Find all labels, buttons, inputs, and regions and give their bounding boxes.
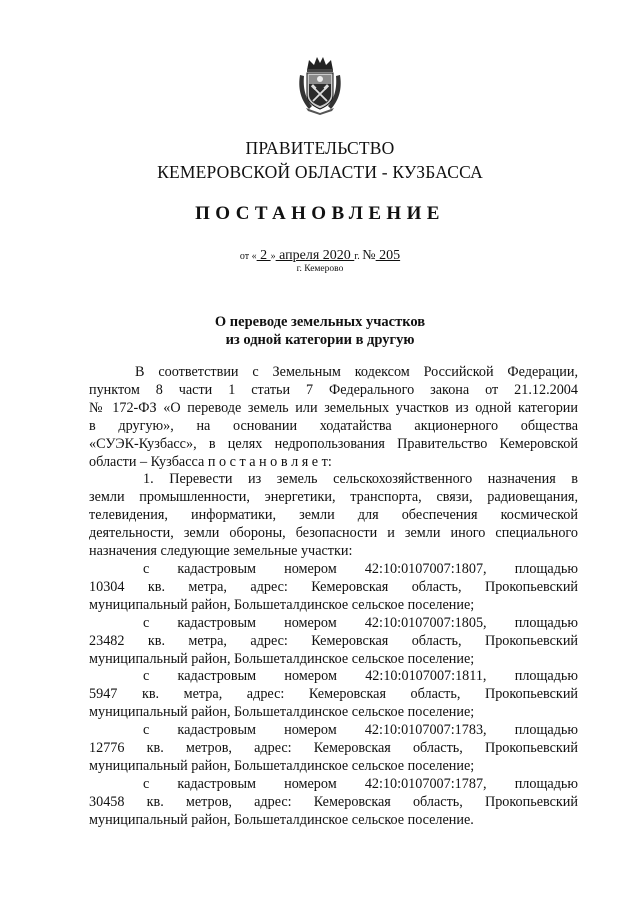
body-line: в другую», на основании ходатайства акционерного общества: [89, 417, 578, 434]
parcel-line: муниципальный район, Большеталдинское сельское поселение.: [89, 811, 474, 828]
item1-line: деятельности, земли обороны, безопасности и земли иного специального: [89, 525, 578, 542]
decree-body: [89, 364, 578, 830]
date-prefix: от «: [239, 251, 257, 262]
parcel-line: с кадастровым номером 42:10:0107007:1783, площадью: [143, 722, 578, 739]
date-year-suffix: г.: [354, 251, 363, 262]
decree-number: 205: [375, 248, 401, 263]
decree-title-line1: О переводе земельных участков: [214, 314, 426, 330]
date-day: 2: [256, 248, 271, 263]
document-type: ПОСТАНОВЛЕНИЕ: [195, 203, 445, 224]
date-month-year: апреля 2020: [275, 248, 355, 263]
parcel-line: с кадастровым номером 42:10:0107007:1807, площадью: [143, 560, 578, 577]
parcel-line: 23482 кв. метра, адрес: Кемеровская область, Прокопьевский: [89, 632, 578, 649]
parcel-line: 30458 кв. метров, адрес: Кемеровская область, Прокопьевский: [89, 793, 578, 810]
parcel-line: муниципальный район, Большеталдинское сельское поселение;: [89, 596, 475, 613]
body-line: пунктом 8 части 1 статьи 7 Федерального закона от 21.12.2004: [89, 381, 578, 398]
government-name-line2: КЕМЕРОВСКОЙ ОБЛАСТИ - КУЗБАССА: [157, 162, 483, 182]
parcel-line: с кадастровым номером 42:10:0107007:1787, площадью: [143, 775, 578, 792]
parcel-line: 10304 кв. метра, адрес: Кемеровская область, Прокопьевский: [89, 578, 578, 595]
body-line: В соответствии с Земельным кодексом Российской Федерации,: [135, 364, 578, 380]
parcel-line: муниципальный район, Большеталдинское сельское поселение;: [89, 757, 475, 774]
body-line: № 172-ФЗ «О переводе земель или земельных участков из одной категории: [89, 399, 578, 416]
parcel-line: муниципальный район, Большеталдинское сельское поселение;: [89, 704, 475, 721]
body-line: «СУЭК-Кузбасс», в целях недропользования Правительство Кемеровской: [89, 435, 578, 452]
parcel-line: 12776 кв. метров, адрес: Кемеровская область, Прокопьевский: [89, 740, 578, 757]
parcel-line: муниципальный район, Большеталдинское сельское поселение;: [89, 650, 475, 667]
date-line: [0, 248, 640, 264]
date-quote-close: »: [270, 251, 276, 262]
item1-line: 1. Перевести из земель сельскохозяйственного назначения в: [143, 471, 578, 488]
government-name-line1: ПРАВИТЕЛЬСТВО: [245, 138, 395, 158]
parcel-line: с кадастровым номером 42:10:0107007:1805, площадью: [143, 614, 578, 631]
number-sign: №: [362, 248, 376, 263]
decree-title: [0, 313, 640, 349]
parcel-line: 5947 кв. метра, адрес: Кемеровская область, Прокопьевский: [89, 686, 578, 703]
city: г. Кемерово: [296, 264, 344, 274]
body-line: области – Кузбасса п о с т а н о в л я е т:: [89, 453, 332, 470]
item1-line: телевидения, информатики, земли для обеспечения космической: [89, 507, 578, 524]
item1-line: земли промышленности, энергетики, транспорта, связи, радиовещания,: [89, 489, 578, 506]
item1-line: назначения следующие земельные участки:: [89, 543, 353, 560]
coat-of-arms-icon: [297, 53, 343, 115]
decree-title-line2: из одной категории в другую: [225, 332, 415, 348]
parcel-line: с кадастровым номером 42:10:0107007:1811, площадью: [143, 668, 578, 685]
